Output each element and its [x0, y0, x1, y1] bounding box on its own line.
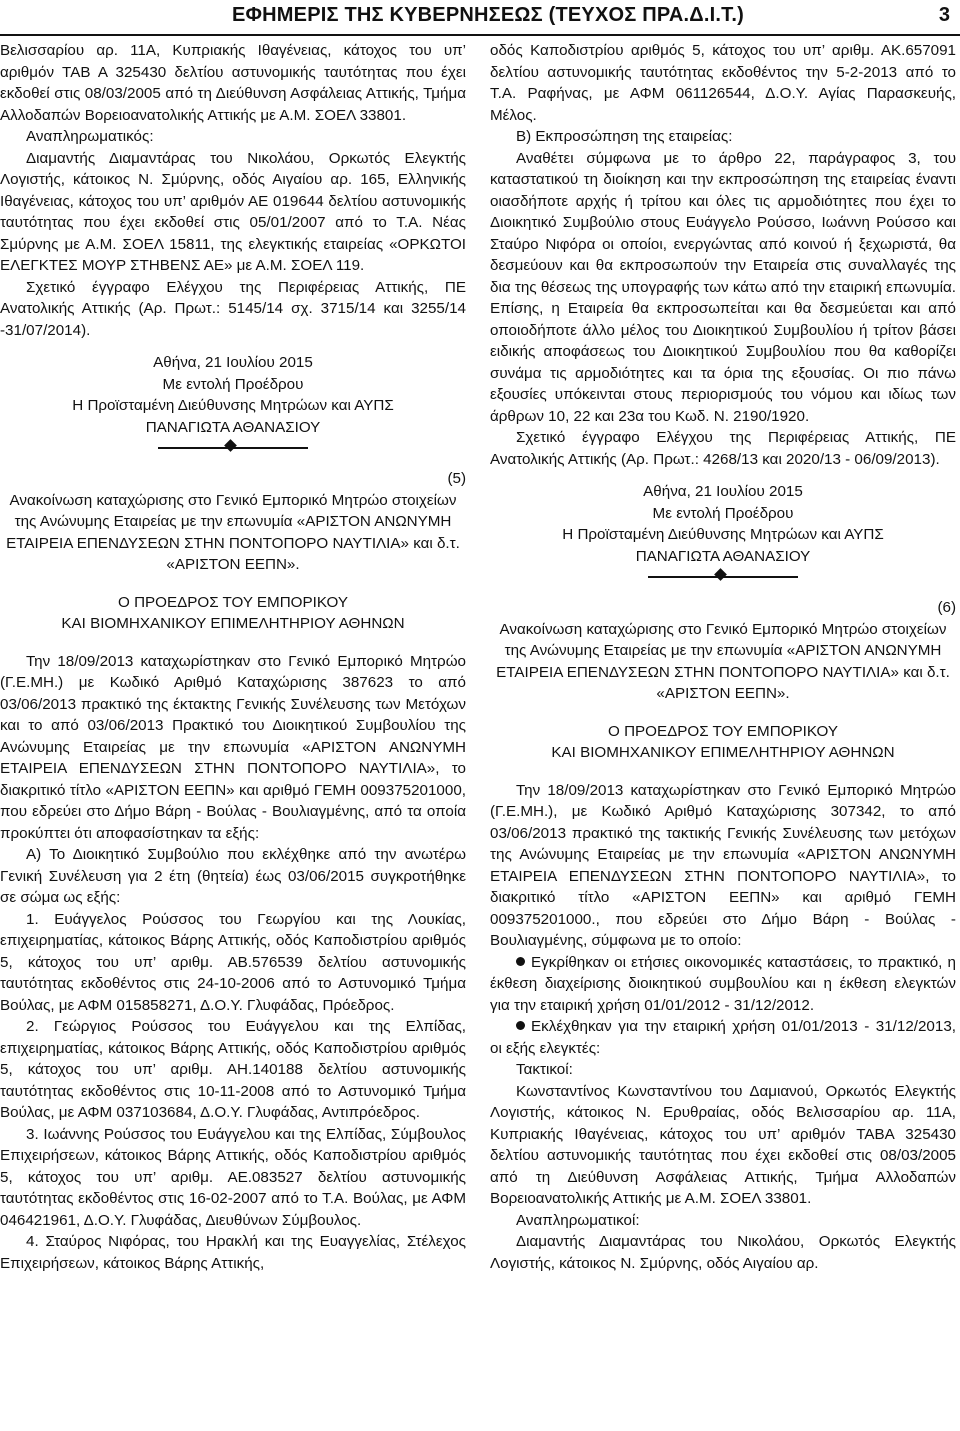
paragraph: Σχετικό έγγραφο Ελέγχου της Περιφέρειας Αττικής, ΠΕ Ανατολικής Αττικής (Αρ. Πρωτ.: 4268/13 και 2020/13 - 06/09/2013).	[490, 429, 956, 468]
page-header	[0, 0, 960, 34]
authority-line: Ο ΠΡΟΕΔΡΟΣ ΤΟΥ ΕΜΠΟΡΙΚΟΥ	[118, 593, 348, 611]
paragraph: Αναθέτει σύμφωνα με το άρθρο 22, παράγραφος 3, του καταστατικού τη διοίκηση και την εκπροσώπηση της εταιρείας έναντι οιασδήποτε αρχής ή τρίτου και όλες τις αρμοδιότητες που έχει το Διοικητικό Συμβούλιο στους Ευάγγελο Ρούσσο, Ιωάννη Ρούσσο και Σταύρο Νιφόρα οι οποίοι, ενεργώντας από κοινού ή ξεχωριστά, θα δεσμεύουν και θα εκπροσωπούν την Εταιρεία στις συναλλαγές της δια της θέσεως της υπογραφής των κάτω από την εταιρική επωνυμία. Επίσης, η Εταιρεία θα εκπροσωπείται και θα δεσμεύεται και από οποιοδήποτε άλλο μέλος του Διοικητικού Συμβουλίου ή τρίτον βάσει ειδικής αποφάσεως του Διοικητικού Συμβουλίου που θα καθορίζει συνάμα τις αρμοδιότητες και τα όρια της εξουσίας. Οι πιο πάνω εξουσίες υπόκεινται στους περιορισμούς του νόμου και ιδίως των άρθρων 10, 22 και 23α του Κωδ. Ν. 2190/1920.	[490, 149, 957, 425]
announcement-number: (5)	[447, 470, 466, 487]
authority-line: Ο ΠΡΟΕΔΡΟΣ ΤΟΥ ΕΜΠΟΡΙΚΟΥ	[608, 722, 838, 740]
signature-date: Αθήνα, 21 Ιουλίου 2015	[643, 483, 803, 500]
section-divider	[158, 438, 308, 458]
signature-name: ΠΑΝΑΓΙΩΤΑ ΑΘΑΝΑΣΙΟΥ	[635, 547, 811, 565]
paragraph: Διαμαντής Διαμαντάρας του Νικολάου, Ορκωτός Ελεγκτής Λογιστής, κάτοικος Ν. Σμύρνης, οδός Αιγαίου αρ.	[490, 1233, 956, 1272]
signature-role: Η Προϊσταμένη Διεύθυνσης Μητρώων και ΑΥΠΣ	[562, 526, 884, 543]
page-number: 3	[938, 4, 950, 26]
authority-line: ΚΑΙ ΒΙΟΜΗΧΑΝΙΚΟΥ ΕΠΙΜΕΛΗΤΗΡΙΟΥ ΑΘΗΝΩΝ	[551, 744, 895, 761]
bullet-item	[490, 1016, 956, 1059]
paragraph: Σχετικό έγγραφο Ελέγχου της Περιφέρειας Αττικής, ΠΕ Ανατολικής Αττικής (Αρ. Πρωτ.: 5145/14 σχ. 3715/14 και 3255/14 -31/07/2014).	[0, 278, 466, 339]
paragraph: Κωνσταντίνος Κωνσταντίνου του Δαμιανού, Ορκωτός Ελεγκτής Λογιστής, κάτοικος Ν. Ερυθραίας, οδός Βελισσαρίου αρ. 11Α, Κυπριακής Ιθαγένειας, κάτοχος του υπ’ αριθμόν ΤΑΒΑ 325430 δελτίου αστυνομικής ταυτότητας που έχει εκδοθεί στις 08/03/2005 από τη Διεύθυνση Ασφάλειας Αττικής, Τμήμα Αλλοδαπών Βορειοανατολικής Αττικής με Α.Μ. ΣΟΕΛ 33801.	[490, 1082, 956, 1207]
left-column	[0, 40, 466, 1274]
board-member-item: 3. Ιωάννης Ρούσσος του Ευάγγελου και της Ελπίδας, Σύμβουλος Επιχειρήσεων, κάτοικος Βάρης Αττικής, οδός Καποδιστρίου αριθμός 5, κάτοχος του υπ’ αριθμ. ΑΕ.083527 δελτίου αστυνομικής ταυτότητας εκδοθέντος στις 16-02-2007 από το Τ.Α. Βούλας, με ΑΦΜ 046421961, Δ.Ο.Υ. Γλυφάδας, Διευθύνων Σύμβουλος.	[0, 1125, 466, 1229]
right-column	[490, 40, 956, 1274]
board-member-item: 2. Γεώργιος Ρούσσος του Ευάγγελου και της Ελπίδας, επιχειρηματίας, κάτοικος Βάρης Αττικής, οδός Καποδιστρίου αριθμός 5, κάτοχος του υπ’ αριθμ. ΑΗ.140188 δελτίου αστυνομικής ταυτότητας εκδοθέντος στις 10-11-2008 από το Αστυνομικό Τμήμα Βούλας, με ΑΦΜ 037103684, Δ.Ο.Υ. Γλυφάδας, Αντιπρόεδρος.	[0, 1018, 466, 1121]
signature-name: ΠΑΝΑΓΙΩΤΑ ΑΘΑΝΑΣΙΟΥ	[145, 418, 321, 436]
subheading: Αναπληρωματικοί:	[516, 1211, 640, 1229]
bullet-icon	[516, 1021, 525, 1030]
authority-line: ΚΑΙ ΒΙΟΜΗΧΑΝΙΚΟΥ ΕΠΙΜΕΛΗΤΗΡΙΟΥ ΑΘΗΝΩΝ	[61, 615, 405, 632]
signature-order: Με εντολή Προέδρου	[162, 375, 304, 393]
signature-order: Με εντολή Προέδρου	[652, 504, 794, 522]
diamond-icon	[224, 439, 237, 452]
board-member-item: 4. Σταύρος Νιφόρας, του Ηρακλή και της Ευαγγελίας, Στέλεχος Επιχειρήσεων, κάτοικος Βάρης Αττικής,	[0, 1233, 466, 1272]
board-member-item: 1. Ευάγγελος Ρούσσος του Γεωργίου και της Λουκίας, επιχειρηματίας, κάτοικος Βάρης Αττικής, οδός Καποδιστρίου αριθμός 5, κάτοχος του υπ’ αριθμ. ΑΒ.576539 δελτίου αστυνομικής ταυτότητας εκδοθέντος στις 24-10-2006 από το Αστυνομικό Τμήμα Βούλας, με ΑΦΜ 015858271, Δ.Ο.Υ. Γλυφάδας, Πρόεδρος.	[0, 910, 466, 1014]
announcement-number: (6)	[937, 599, 956, 616]
announcement-title: Ανακοίνωση καταχώρισης στο Γενικό Εμπορικό Μητρώο στοιχείων της Ανώνυμης Εταιρείας με την επωνυμία «ΑΡΙΣΤΟΝ ΑΝΩΝΥΜΗ ΕΤΑΙΡΕΙΑ ΕΠΕΝΔΥΣΕΩΝ ΣΤΗΝ ΠΟΝΤΟΠΟΡΟ ΝΑΥΤΙΛΙΑ» και δ.τ. «ΑΡΙΣΤΟΝ ΕΕΠΝ».	[496, 620, 950, 702]
header-rule	[0, 34, 960, 36]
paragraph: Βελισσαρίου αρ. 11Α, Κυπριακής Ιθαγένειας, κάτοχος του υπ’ αριθμόν ΤΑΒ Α 325430 δελτίου αστυνομικής ταυτότητας που έχει εκδοθεί στις 08/03/2005 από τη Διεύθυνση Ασφάλειας Αττικής, Τμήμα Αλλοδαπών Βορειοανατολικής Αττικής με Α.Μ. ΣΟΕΛ 33801.	[0, 42, 466, 124]
bullet-text: Εκλέχθηκαν για την εταιρική χρήση 01/01/2013 - 31/12/2013, οι εξής ελεγκτές:	[490, 1018, 956, 1057]
paragraph: οδός Καποδιστρίου αριθμός 5, κάτοχος του υπ’ αριθμ. ΑΚ.657091 δελτίου αστυνομικής ταυτότητας εκδοθέντος την 5-2-2013 από το Τ.Α. Ραφήνας, με ΑΦΜ 061126544, Δ.Ο.Υ. Αγίας Παρασκευής, Μέλος.	[490, 42, 956, 124]
subheading: Τακτικοί:	[516, 1061, 573, 1078]
paragraph: Την 18/09/2013 καταχωρίστηκαν στο Γενικό Εμπορικό Μητρώο (Γ.Ε.ΜΗ.), με Κωδικό Αριθμό Καταχώρισης 307342, το από 03/06/2013 πρακτικό της τακτικής Γενικής Συνέλευσης των μετόχων της Ανώνυμης Εταιρείας με την επωνυμία «ΑΡΙΣΤΟΝ ΑΝΩΝΥΜΗ ΕΤΑΙΡΕΙΑ ΕΠΕΝΔΥΣΕΩΝ ΣΤΗΝ ΠΟΝΤΟΠΟΡΟ ΝΑΥΤΙΛΙΑ», το διακριτικό τίτλο «ΑΡΙΣΤΟΝ ΕΕΠΝ» και αριθμό ΓΕΜΗ 009375201000., που εδρεύει στο Δήμο Βάρη - Βούλας - Βουλιαγμένης, σύμφωνα με το οποίο:	[490, 781, 956, 949]
paragraph: Την 18/09/2013 καταχωρίστηκαν στο Γενικό Εμπορικό Μητρώο (Γ.Ε.ΜΗ.) με Κωδικό Αριθμό Καταχώρισης 387623 το από 03/06/2013 πρακτικό της έκτακτης Γενικής Συνέλευσης των Μετόχων και το από 03/06/2013 Πρακτικό του Διοικητικού Συμβουλίου της Ανώνυμης Εταιρείας με την επωνυμία «ΑΡΙΣΤΟΝ ΑΝΩΝΥΜΗ ΕΤΑΙΡΕΙΑ ΕΠΕΝΔΥΣΕΩΝ ΣΤΗΝ ΠΟΝΤΟΠΟΡΟ ΝΑΥΤΙΛΙΑ», το διακριτικό τίτλο «ΑΡΙΣΤΟΝ ΕΕΠΝ» και αριθμό ΓΕΜΗ 009375201000, που εδρεύει στο Δήμο Βάρη - Βούλας - Βουλιαγμένης, από τα οποία προκύπτει ότι αποφασίστηκαν τα εξής:	[0, 652, 466, 842]
gazette-title: ΕΦΗΜΕΡΙΣ ΤΗΣ ΚΥΒΕΡΝΗΣΕΩΣ (ΤΕΥΧΟΣ ΠΡΑ.Δ.Ι.Τ.)	[232, 4, 744, 26]
section-divider	[648, 567, 798, 587]
paragraph: Διαμαντής Διαμαντάρας του Νικολάου, Ορκωτός Ελεγκτής Λογιστής, κάτοικος Ν. Σμύρνης, οδός Αιγαίου αρ. 165, Ελληνικής Ιθαγένειας, κάτοχος του υπ’ αριθμόν ΑΕ 019644 δελτίου αστυνομικής ταυτότητας που έχει εκδοθεί στις 05/01/2007 από το Τ.Α. Νέας Σμύρνης με Α.Μ. ΣΟΕΛ 15811, της ελεγκτικής εταιρείας «ΟΡΚΩΤΟΙ ΕΛΕΓΚΤΕΣ ΜΟΥΡ ΣΤΗΒΕΝΣ ΑΕ» με Α.Μ. ΣΟΕΛ 119.	[0, 149, 466, 274]
bullet-item	[490, 952, 956, 1017]
paragraph: Αναπληρωματικός:	[26, 128, 154, 145]
signature-role: Η Προϊσταμένη Διεύθυνσης Μητρώων και ΑΥΠΣ	[72, 397, 394, 414]
announcement-title: Ανακοίνωση καταχώρισης στο Γενικό Εμπορικό Μητρώο στοιχείων της Ανώνυμης Εταιρείας με την επωνυμία «ΑΡΙΣΤΟΝ ΑΝΩΝΥΜΗ ΕΤΑΙΡΕΙΑ ΕΠΕΝΔΥΣΕΩΝ ΣΤΗΝ ΠΟΝΤΟΠΟΡΟ ΝΑΥΤΙΛΙΑ» και δ.τ. «ΑΡΙΣΤΟΝ ΕΕΠΝ».	[6, 491, 460, 573]
bullet-text: Εγκρίθηκαν οι ετήσιες οικονομικές καταστάσεις, το πρακτικό, η έκθεση διαχείρισης διοικητικού συμβουλίου και η έκθεση ελεγκτών για την εταιρική χρήση 01/01/2012 - 31/12/2012.	[490, 953, 956, 1014]
diamond-icon	[714, 568, 727, 581]
paragraph: Α) Το Διοικητικό Συμβούλιο που εκλέχθηκε από την ανωτέρω Γενική Συνέλευση για 2 έτη (θητεία) έως 03/06/2015 συγκροτήθηκε σε σώμα ως εξής:	[0, 846, 466, 906]
bullet-icon	[516, 957, 525, 966]
signature-date: Αθήνα, 21 Ιουλίου 2015	[153, 354, 313, 371]
paragraph: Β) Εκπροσώπηση της εταιρείας:	[516, 128, 733, 145]
